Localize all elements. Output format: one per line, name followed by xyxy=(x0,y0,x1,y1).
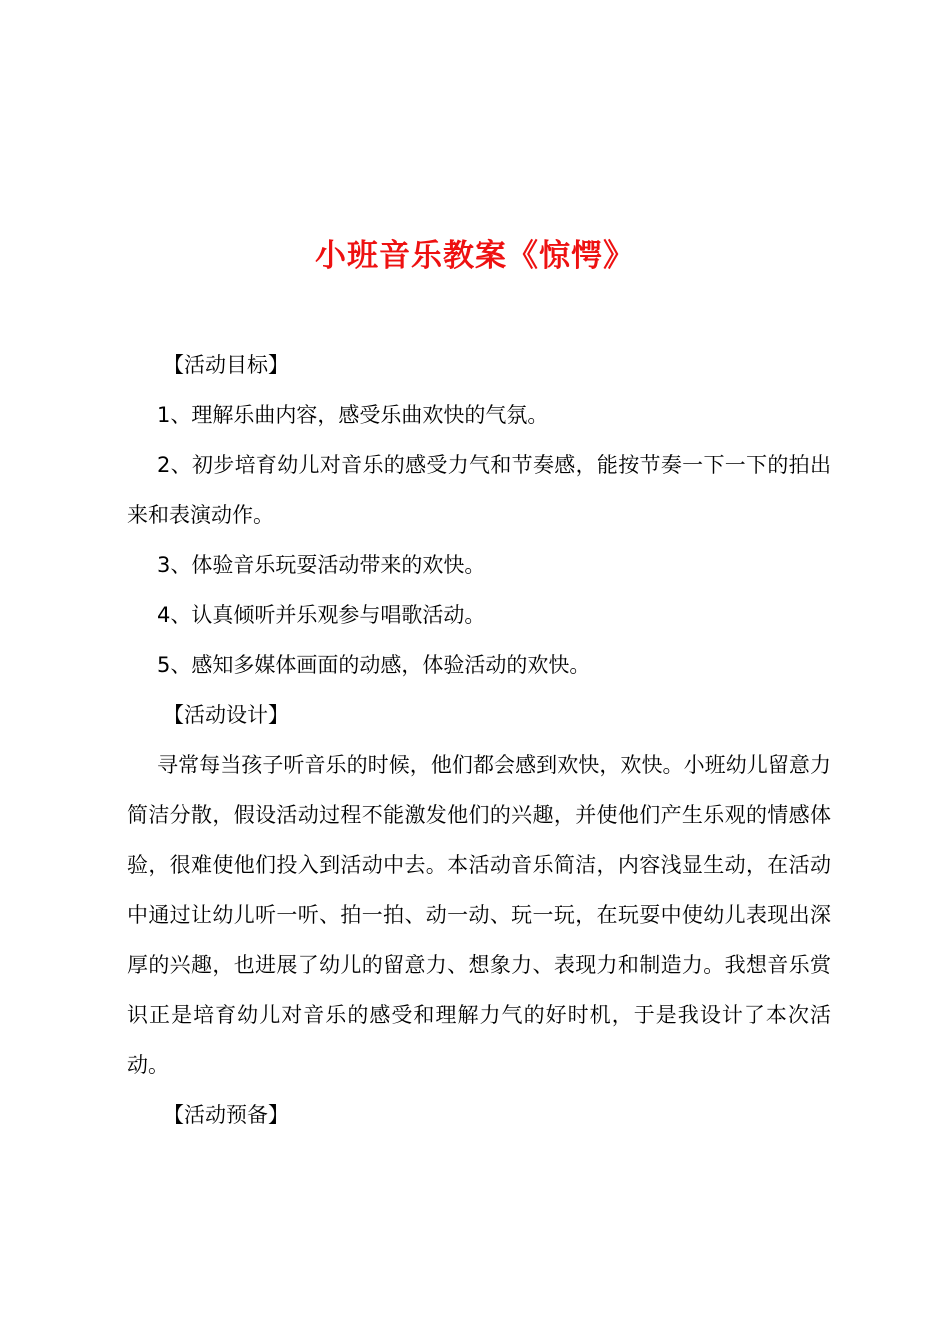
design-heading: 【活动设计】 xyxy=(163,703,289,727)
design-paragraph: 寻常每当孩子听音乐的时候，他们都会感到欢快，欢快。小班幼儿留意力简洁分散，假设活动过程不能激发他们的兴趣，并使他们产生乐观的情感体验，很难使他们投入到活动中去。本活动音乐简洁，内容浅显生动，在活动中通过让幼儿听一听、拍一拍、动一动、玩一玩，在玩耍中使幼儿表现出深厚的兴趣，也进展了幼儿的留意力、想象力、表现力和制造力。我想音乐赏识正是培育幼儿对音乐的感受和理解力气的好时机，于是我设计了本次活动。 xyxy=(127,753,831,1077)
goals-heading: 【活动目标】 xyxy=(163,353,289,377)
goal-item: 5、感知多媒体画面的动感，体验活动的欢快。 xyxy=(157,653,591,677)
prep-heading: 【活动预备】 xyxy=(163,1103,289,1127)
goal-item: 4、认真倾听并乐观参与唱歌活动。 xyxy=(157,603,486,627)
document-body xyxy=(127,340,831,1140)
goal-item: 2、初步培育幼儿对音乐的感受力气和节奏感，能按节奏一下一下的拍出来和表演动作。 xyxy=(127,453,831,527)
document-title: 小班音乐教案《惊愕》 xyxy=(315,237,635,274)
goal-item: 1、理解乐曲内容，感受乐曲欢快的气氛。 xyxy=(157,403,549,427)
goal-item: 3、体验音乐玩耍活动带来的欢快。 xyxy=(157,553,486,577)
